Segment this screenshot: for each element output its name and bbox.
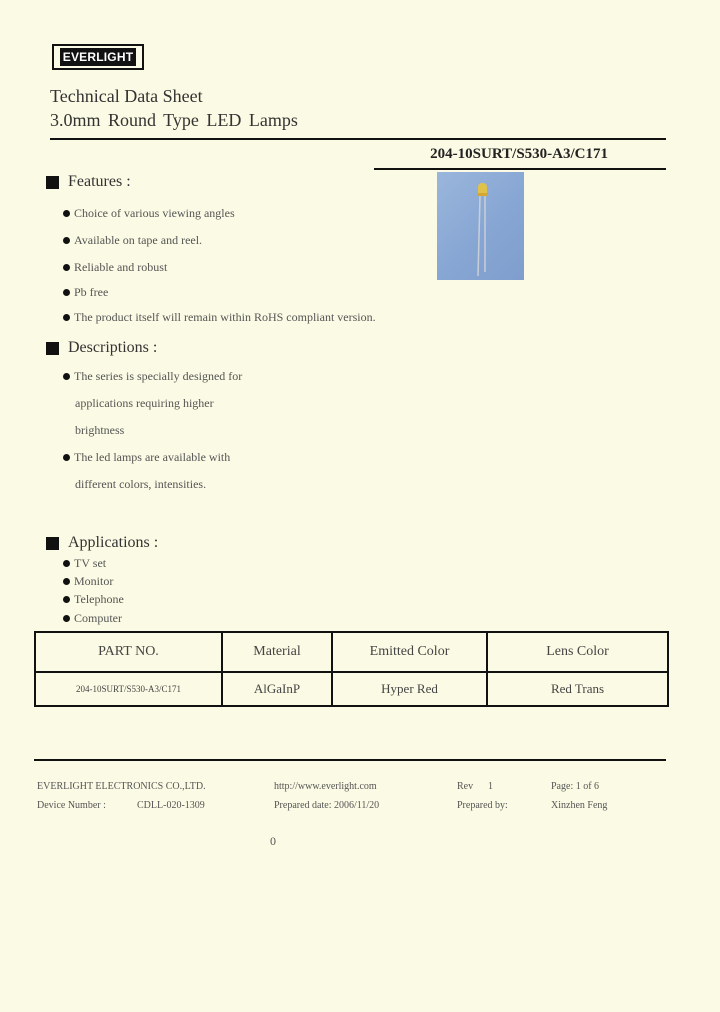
everlight-logo	[52, 44, 144, 70]
application-item: Monitor	[63, 574, 113, 589]
footer-device-label: Device Number :	[37, 800, 106, 811]
feature-item: Reliable and robust	[63, 260, 167, 275]
description-line: brightness	[75, 423, 125, 437]
cell-part-no: 204-10SURT/S530-A3/C171	[35, 672, 222, 706]
cell-emitted-color: Hyper Red	[332, 672, 487, 706]
col-header-emitted-color: Emitted Color	[332, 632, 487, 672]
applications-heading-text: Applications :	[68, 534, 159, 551]
application-item: Computer	[63, 611, 122, 626]
bullet-icon	[63, 314, 70, 321]
footer-prepared-by-label: Prepared by:	[457, 800, 508, 811]
bullet-icon	[63, 596, 70, 603]
features-heading	[46, 173, 131, 191]
description-item: The series is specially designed for	[63, 369, 242, 384]
square-bullet-icon	[46, 176, 59, 189]
description-item: The led lamps are available with	[63, 450, 230, 465]
footer-url[interactable]: http://www.everlight.com	[274, 781, 377, 792]
part-number-heading: 204-10SURT/S530-A3/C171	[430, 146, 608, 162]
bullet-icon	[63, 615, 70, 622]
cell-lens-color: Red Trans	[487, 672, 668, 706]
bullet-icon	[63, 454, 70, 461]
bullet-icon	[63, 578, 70, 585]
col-header-part-no: PART NO.	[35, 632, 222, 672]
col-header-lens-color: Lens Color	[487, 632, 668, 672]
feature-item: The product itself will remain within RoHS compliant version.	[63, 310, 376, 325]
description-line: applications requiring higher	[75, 396, 214, 410]
bullet-icon	[63, 373, 70, 380]
footer-rev-value: 1	[488, 781, 493, 792]
footer-prepared-date: Prepared date: 2006/11/20	[274, 800, 380, 811]
feature-item: Pb free	[63, 285, 108, 300]
applications-heading	[46, 534, 158, 552]
descriptions-heading	[46, 339, 157, 357]
logo-text: EVERLIGHT	[60, 48, 136, 66]
features-heading-text: Features :	[68, 173, 131, 190]
footer-company: EVERLIGHT ELECTRONICS CO.,LTD.	[37, 781, 206, 792]
led-product-photo	[437, 172, 524, 280]
bullet-icon	[63, 560, 70, 567]
footer-page: Page: 1 of 6	[551, 781, 600, 792]
bullet-icon	[63, 289, 70, 296]
spec-table	[34, 631, 669, 707]
description-line: different colors, intensities.	[75, 477, 207, 491]
square-bullet-icon	[46, 537, 59, 550]
led-lamp-icon	[437, 172, 524, 280]
table-row	[35, 672, 668, 706]
bullet-icon	[63, 237, 70, 244]
document-title: Technical Data Sheet	[50, 86, 203, 106]
bullet-icon	[63, 264, 70, 271]
footer-device-number: CDLL-020-1309	[137, 800, 205, 811]
header-rule	[50, 138, 666, 140]
application-item: Telephone	[63, 592, 124, 607]
footer-rule	[34, 759, 666, 761]
application-item: TV set	[63, 556, 106, 571]
footer-rev-label: Rev	[457, 781, 474, 792]
part-number-rule	[374, 168, 666, 170]
page-index: 0	[270, 834, 276, 848]
feature-item: Available on tape and reel.	[63, 233, 202, 248]
table-header-row	[35, 632, 668, 672]
cell-material: AlGaInP	[222, 672, 332, 706]
feature-item: Choice of various viewing angles	[63, 206, 235, 221]
col-header-material: Material	[222, 632, 332, 672]
descriptions-heading-text: Descriptions :	[68, 339, 158, 356]
document-subtitle: 3.0mm Round Type LED Lamps	[50, 110, 298, 130]
footer-prepared-by: Xinzhen Feng	[551, 800, 608, 811]
bullet-icon	[63, 210, 70, 217]
square-bullet-icon	[46, 342, 59, 355]
